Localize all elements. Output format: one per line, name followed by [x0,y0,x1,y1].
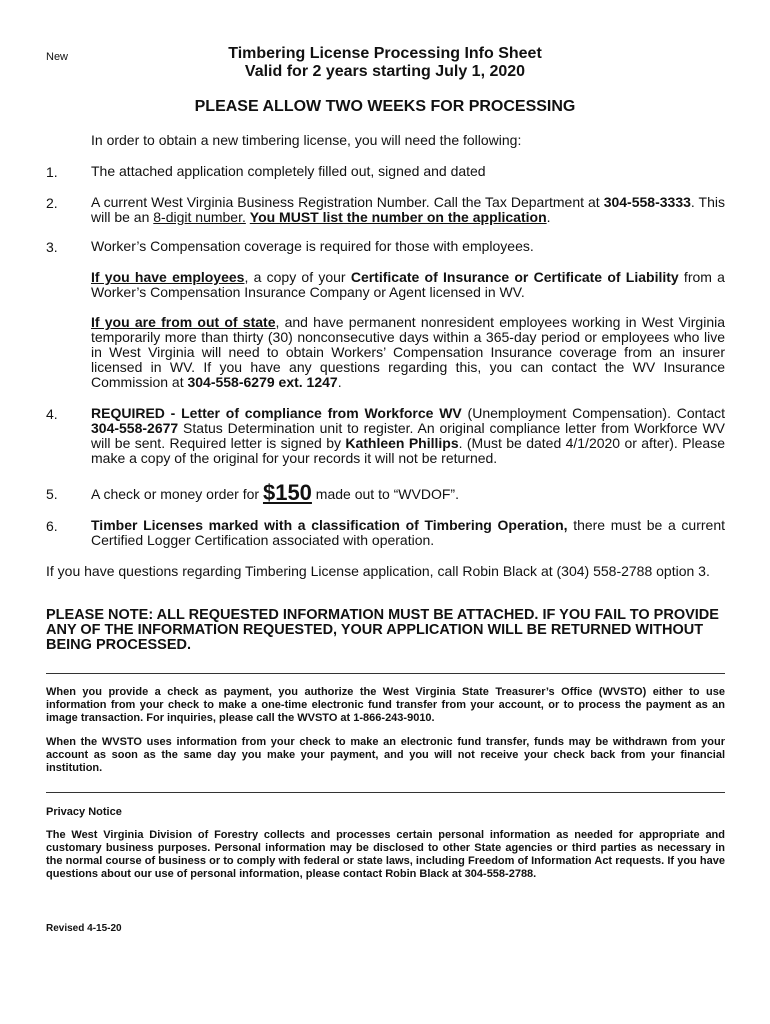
item-1-number: 1. [46,164,58,180]
item-3-number: 3. [46,239,58,255]
revised-date: Revised 4-15-20 [46,923,122,934]
certificate-note: Certificate of Insurance or Certificate of Liability [350,269,679,285]
employees-part-a: , a copy of your [244,269,351,285]
item-4-part-a: (Unemployment Compensation). Contact [461,405,725,421]
item-3-text: Worker’s Compensation coverage is required for those with employees. [91,238,534,254]
out-of-state-part-a: , and have permanent nonresident employees working in West Virginia temporarily more than thirty (30) nonconsecutive days within a 365-day period or employees who live in West Virginia will need to obtain Workers’ Compensation Insurance coverage from an insurer licensed in WV. If you have any questions regarding this, you can contact the WV Insurance Commission at [91,314,726,390]
title-line-1: Timbering License Processing Info Sheet [228,45,542,62]
divider-2 [46,792,725,793]
item-6-number: 6. [46,518,58,534]
eight-digit-note: 8-digit number. [153,209,246,225]
item-3-employees-paragraph [91,270,725,300]
payment-paragraph-2: When the WVSTO uses information from your check to make an electronic fund transfer, funds may be withdrawn from your account as soon as the same day you make your payment, and you will not receive your check back from your financial institution. [46,736,725,774]
item-2-text [91,195,725,225]
out-of-state-part-b: . [337,374,342,390]
questions-text: If you have questions regarding Timbering License application, call Robin Black at (304) 558-2788 option 3. [46,563,710,579]
item-4-number: 4. [46,406,58,422]
please-note: PLEASE NOTE: ALL REQUESTED INFORMATION MUST BE ATTACHED. IF YOU FAIL TO PROVIDE ANY OF THE INFORMATION REQUESTED, YOUR APPLICATION WILL BE RETURNED WITHOUT BEING PROCESSED. [46,607,719,653]
signer-name: Kathleen Phillips [345,435,459,451]
title-line-2: Valid for 2 years starting July 1, 2020 [244,63,526,80]
fee-amount: $150 [262,480,312,505]
privacy-heading: Privacy Notice [46,806,122,818]
tax-dept-phone: 304-558-3333 [603,194,691,210]
insurance-commission-phone: 304-558-6279 ext. 1247 [187,374,338,390]
item-6-rest: there must be a current Certified Logger Certification associated with operation. [91,517,725,548]
required-letter-lead: REQUIRED - Letter of compliance from Workforce WV [91,405,462,421]
page-title [150,45,620,81]
item-2-part-b: . This will be an [91,194,725,225]
item-4-text [91,406,725,466]
processing-notice: PLEASE ALLOW TWO WEEKS FOR PROCESSING [194,98,576,115]
employees-lead: If you have employees [91,269,245,285]
workforce-phone: 304-558-2677 [91,420,179,436]
item-5-text [91,481,725,506]
intro-text: In order to obtain a new timbering license, you will need the following: [91,132,522,148]
item-4-part-c: . (Must be dated 4/1/2020 or after). Please make a copy of the original for your records it will not be returned. [91,435,725,466]
payment-paragraph-1: When you provide a check as payment, you authorize the West Virginia State Treasurer’s Office (WVSTO) either to use information from your check to make a one-time electronic fund transfer from your account, or to process the payment as an image transaction. For inquiries, please call the WVSTO at 1-866-243-9010. [46,686,725,724]
item-3-out-of-state-paragraph [91,315,725,390]
must-list-note: You MUST list the number on the application [249,209,547,225]
item-1-text: The attached application completely filled out, signed and dated [91,163,486,179]
new-label: New [46,51,69,63]
privacy-text: The West Virginia Division of Forestry collects and processes certain personal information as needed for appropriate and customary business purposes. Personal information may be disclosed to other State agencies or third parties as necessary in the normal course of business or to comply with federal or state laws, including Freedom of Information Act requests. If you have questions about our use of personal information, please contact Robin Black at 304-558-2788. [46,829,725,880]
item-2-part-a: A current West Virginia Business Registration Number. Call the Tax Department at [91,194,604,210]
item-5-part-a: A check or money order for [91,486,263,502]
divider-1 [46,673,725,674]
out-of-state-lead: If you are from out of state [91,314,276,330]
employees-part-b: from a Worker’s Compensation Insurance Company or Agent licensed in WV. [91,269,725,300]
item-5-number: 5. [46,486,58,502]
item-2-part-d: . [546,209,551,225]
item-2-number: 2. [46,195,58,211]
item-5-part-b: made out to “WVDOF”. [311,486,459,502]
item-6-text [91,518,725,548]
timber-license-note: Timber Licenses marked with a classification of Timbering Operation, [91,517,568,533]
item-4-part-b: Status Determination unit to register. An original compliance letter from Workforce WV will be sent. Required letter is signed by [91,420,725,451]
